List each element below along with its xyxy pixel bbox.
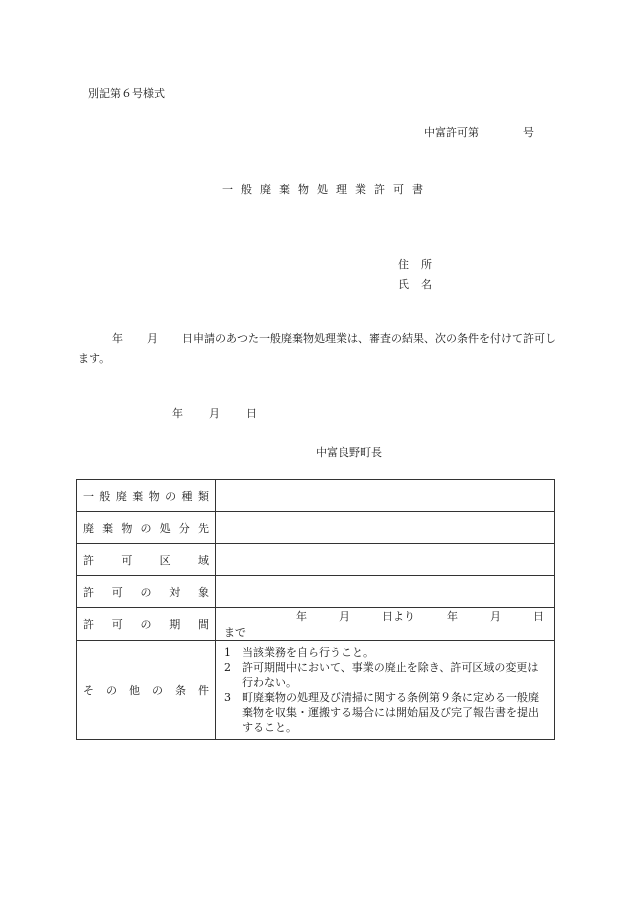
period-label: 許 可 の 期 間 bbox=[77, 608, 216, 641]
row-value bbox=[216, 576, 555, 608]
list-item: 1 当該業務を自ら行うこと。 bbox=[224, 646, 374, 659]
address-label: 住所 bbox=[398, 258, 444, 271]
conditions-list bbox=[224, 641, 546, 739]
table-row-period bbox=[77, 608, 555, 641]
row-label: 廃 棄 物 の 処 分 先 bbox=[77, 512, 216, 544]
form-id: 別記第６号様式 bbox=[88, 87, 165, 100]
row-label: 許 可 の 対 象 bbox=[77, 576, 216, 608]
name-label: 氏名 bbox=[398, 278, 444, 291]
period-to-year: 年 bbox=[447, 610, 458, 623]
row-value bbox=[216, 512, 555, 544]
table-row bbox=[77, 512, 555, 544]
table-row bbox=[77, 544, 555, 576]
permit-number-prefix: 中富許可第 bbox=[424, 126, 479, 139]
conditions-table bbox=[76, 479, 555, 740]
row-value bbox=[216, 480, 555, 512]
permit-statement bbox=[78, 329, 558, 369]
other-conditions-value bbox=[216, 641, 555, 740]
table-row bbox=[77, 576, 555, 608]
period-to-month: 月 bbox=[490, 610, 501, 623]
period-value bbox=[216, 608, 555, 641]
statement-text: 日申請のあつた一般廃棄物処理業は、審査の結果、次の条件を付けて許可します。 bbox=[78, 332, 556, 365]
other-conditions-label: そ の 他 の 条 件 bbox=[77, 641, 216, 740]
row-value bbox=[216, 544, 555, 576]
list-item: 3 町廃棄物の処理及び清掃に関する条例第９条に定める一般廃棄物を収集・運搬する場合には開始届及び完了報告書を提出すること。 bbox=[224, 691, 539, 734]
statement-month: 月 bbox=[147, 332, 158, 345]
table-row bbox=[77, 480, 555, 512]
row-label: 許 可 区 域 bbox=[77, 544, 216, 576]
row-label: 一 般 廃 棄 物 の 種 類 bbox=[77, 480, 216, 512]
period-from-month: 月 bbox=[339, 610, 350, 623]
statement-year: 年 bbox=[112, 332, 123, 345]
issue-day: 日 bbox=[246, 407, 257, 420]
document-title: 一般廃棄物処理業許可書 bbox=[222, 183, 431, 196]
period-from-day: 日より bbox=[382, 610, 415, 623]
table-row-other bbox=[77, 641, 555, 740]
permit-number bbox=[424, 124, 534, 140]
issuer: 中富良野町長 bbox=[316, 446, 382, 459]
permit-number-suffix: 号 bbox=[523, 126, 534, 139]
period-from-year: 年 bbox=[296, 610, 307, 623]
period-to-day: 日まで bbox=[224, 610, 544, 639]
issue-date bbox=[172, 405, 257, 421]
issue-month: 月 bbox=[209, 407, 220, 420]
list-item: 2 許可期間中において、事業の廃止を除き、許可区域の変更は行わない。 bbox=[224, 661, 539, 689]
issue-year: 年 bbox=[172, 407, 183, 420]
